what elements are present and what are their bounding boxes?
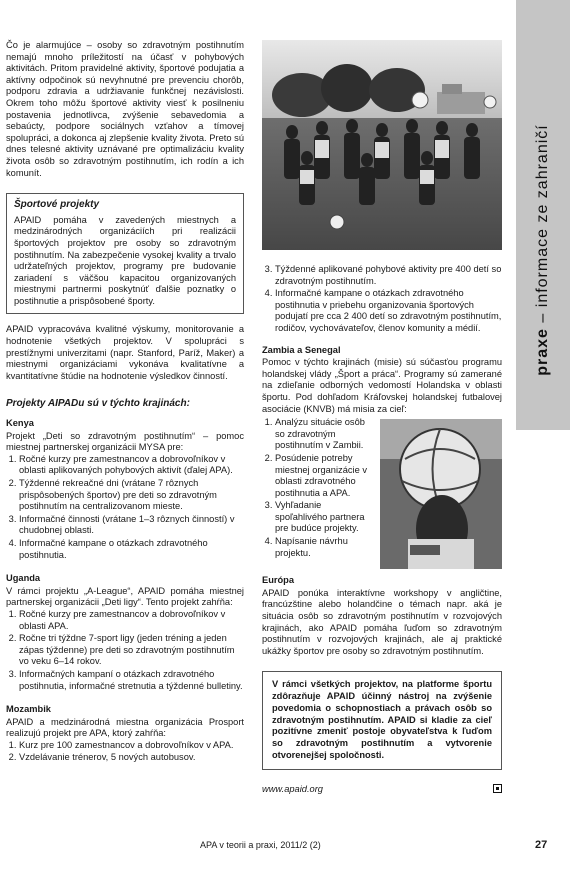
sport-projects-box [6, 193, 244, 314]
section-sub: informace ze zahraničí [534, 124, 551, 308]
conclusion-box: V rámci všetkých projektov, na platforme športu zdôrazňuje APAID účinný nástroj na zvýšenie povedomia o schopnostiach a právach osôb so zdravotným postihnutím. APAID si kladie za cieľ pozitívne zmeniť postoje obyvateľstva k ľuďom so zdravotným postihnutím a vytvorenie otvorenejšej spoločnosti. [262, 671, 502, 770]
website-link[interactable]: www.apaid.org [262, 783, 323, 794]
end-mark-icon [493, 784, 502, 793]
europa-text: APAID ponúka interaktívne workshopy v angličtine, francúzštine alebo holandčine o témach napr. aká je situácia osôb so zdravotným postihnutím v rozvojových krajinách, ako APAID pomáha ľuďom so zdravotným postihnutím v rozvojových krajinách, ale aj praktické ukážky športov pre osoby so zdravotným postihnutím. [262, 587, 502, 656]
section-sidebar [516, 0, 570, 430]
list-item: 2. Ročne tri týždne 7-sport ligy (jeden tréning a jeden zápas týždenne) pre deti so zdravotným postihnutím vo veku 6–14 rokov. [19, 633, 244, 668]
uganda-heading: Uganda [6, 573, 41, 584]
mozambik-heading: Mozambik [6, 704, 51, 715]
list-item: 2. Vzdelávanie trénerov, 5 nových autobusov. [19, 752, 244, 764]
list-item: 1. Kurz pre 100 zamestnancov a dobrovoľníkov v APA. [19, 740, 244, 752]
mozambik-intro: APAID a medzinárodná miestna organizácia Prosport realizujú projekt pre APA, ktorý zahŕňa: [6, 716, 244, 739]
page-number: 27 [535, 839, 548, 851]
section-main: praxe [534, 328, 551, 376]
list-item: 4. Napísanie návrhu projektu. [275, 536, 387, 559]
europa-heading: Európa [262, 575, 295, 586]
list-item: 2. Týždenné rekreačné dni (vrátane 7 rôznych prispôsobených športov) pre deti so zdravotným postihnutím na centralizovanom mieste. [19, 478, 244, 513]
list-item: 2. Posúdenie potreby miestnej organizácie v oblasti zdravotného postihnutia a APA. [275, 453, 387, 499]
mozambik-list [6, 740, 244, 764]
zambia-heading: Zambia a Senegal [262, 344, 341, 355]
list-item: 1. Ročné kurzy pre zamestnancov a dobrovoľníkov v oblasti aplikovaných pohybových aktivít (ďalej APA). [19, 454, 244, 477]
section-label [534, 124, 552, 375]
left-column [6, 40, 244, 768]
box-title: Športové projekty [14, 199, 100, 211]
zambia-list [262, 417, 387, 559]
kenya-heading: Kenya [6, 418, 34, 429]
uganda-intro: V rámci projektu „A-League“, APAID pomáha miestnej partnerskej organizácii „Deti ligy“. Tento projekt zahŕňa: [6, 585, 244, 608]
journal-citation: APA v teorii a praxi, 2011/2 (2) [200, 840, 321, 850]
right-column [262, 264, 502, 795]
intro-paragraph: Čo je alarmujúce – osoby so zdravotným postihnutím nemajú mnoho príležitostí na účasť v pohybových aktivitách. Pritom pravidelné aktivity, športové podujatia a aktívny odpočinok sú nevyhnutné pre prevenciu chorôb, podporu zdravia a udržiavanie funkčnej nezávislosti. Okrem toho môžu športové aktivity viesť k posilneniu postavenia jednotlivca, zvýšenie sebavedomia a sebaúcty, podpore sociálnych vzťahov a tímovej spolupráci, a dokonca aj zlepšenie kvality života. Preto sú dnes telesné aktivity uznávané pre optimalizáciu kvality života osôb so zdravotným postihnutím, ich rodín a ich komunít. [6, 40, 244, 178]
list-item: 4. Informačné kampane o otázkach zdravotného postihnutia v priebehu organizovania športových podujatí pre cca 2 400 detí so zdravotným postihnutím, rodičov, vychovávateľov, členov komunity a médií. [275, 288, 502, 334]
list-item: 3. Vyhľadanie spoľahlivého partnera pre budúce projekty. [275, 500, 387, 535]
list-item: 3. Týždenné aplikované pohybové aktivity pre 400 detí so zdravotným postihnutím. [275, 264, 502, 287]
kenya-intro: Projekt „Deti so zdravotným postihnutím“ – pomoc miestnej partnerskej organizácii MYSA pre: [6, 430, 244, 453]
list-item: 3. Informačných kampaní o otázkach zdravotného postihnutia, informačné stretnutia a týždenné bulletiny. [19, 669, 244, 692]
research-paragraph: APAID vypracováva kvalitné výskumy, monitorovanie a hodnotenie všetkých projektov. V spolupráci s prestížnymi univerzitami (napr. Stanford, Paríž, Maker) a miestnymi organizáciami vykonáva kvalitatívne a kvantitatívne štúdie na hodnotenie výsledkov činností. [6, 324, 244, 381]
list-item: 3. Informačné činnosti (vrátane 1–3 rôznych činností) v chudobnej oblasti. [19, 514, 244, 537]
countries-heading: Projekty AIPADu sú v týchto krajinách: [6, 398, 190, 410]
uganda-list [6, 609, 244, 692]
box-text: APAID pomáha v zavedených miestnych a medzinárodných organizáciích pri realizácii športových projektov pre osoby so zdravotným postihnutím. Na zabezpečenie vysokej kvality a trvalo udržateľných projektov, programy pre budovanie zariadení s väčšou kapacitou organizovaných miestnymi partnermi poskytnúť ďalšie poznatky o postihnutie a prispôsobené športy. [14, 214, 236, 306]
mozambik-list-continued [262, 264, 502, 335]
list-item: 4. Informačné kampane o otázkach zdravotného postihnutia. [19, 538, 244, 561]
section-dash: – [534, 307, 551, 329]
zambia-block [262, 417, 502, 573]
child-with-ball-photo [380, 419, 502, 569]
group-photo [262, 40, 502, 250]
zambia-intro: Pomoc v týchto krajinách (misie) sú súčasťou programu holandskej vlády „Šport a práca“. Programy sú zamerané na zdieľanie odborných vedomostí Holandska v oblasti športu. Pod dohľadom Kráľovskej holandskej futbalovej asociácie (KNVB) má misia za cieľ: [262, 357, 502, 414]
list-item: 1. Ročné kurzy pre zamestnancov a dobrovoľníkov v oblasti APA. [19, 609, 244, 632]
kenya-list [6, 454, 244, 561]
list-item: 1. Analýzu situácie osôb so zdravotným postihnutím v Zambii. [275, 417, 387, 452]
url-line [262, 784, 502, 796]
